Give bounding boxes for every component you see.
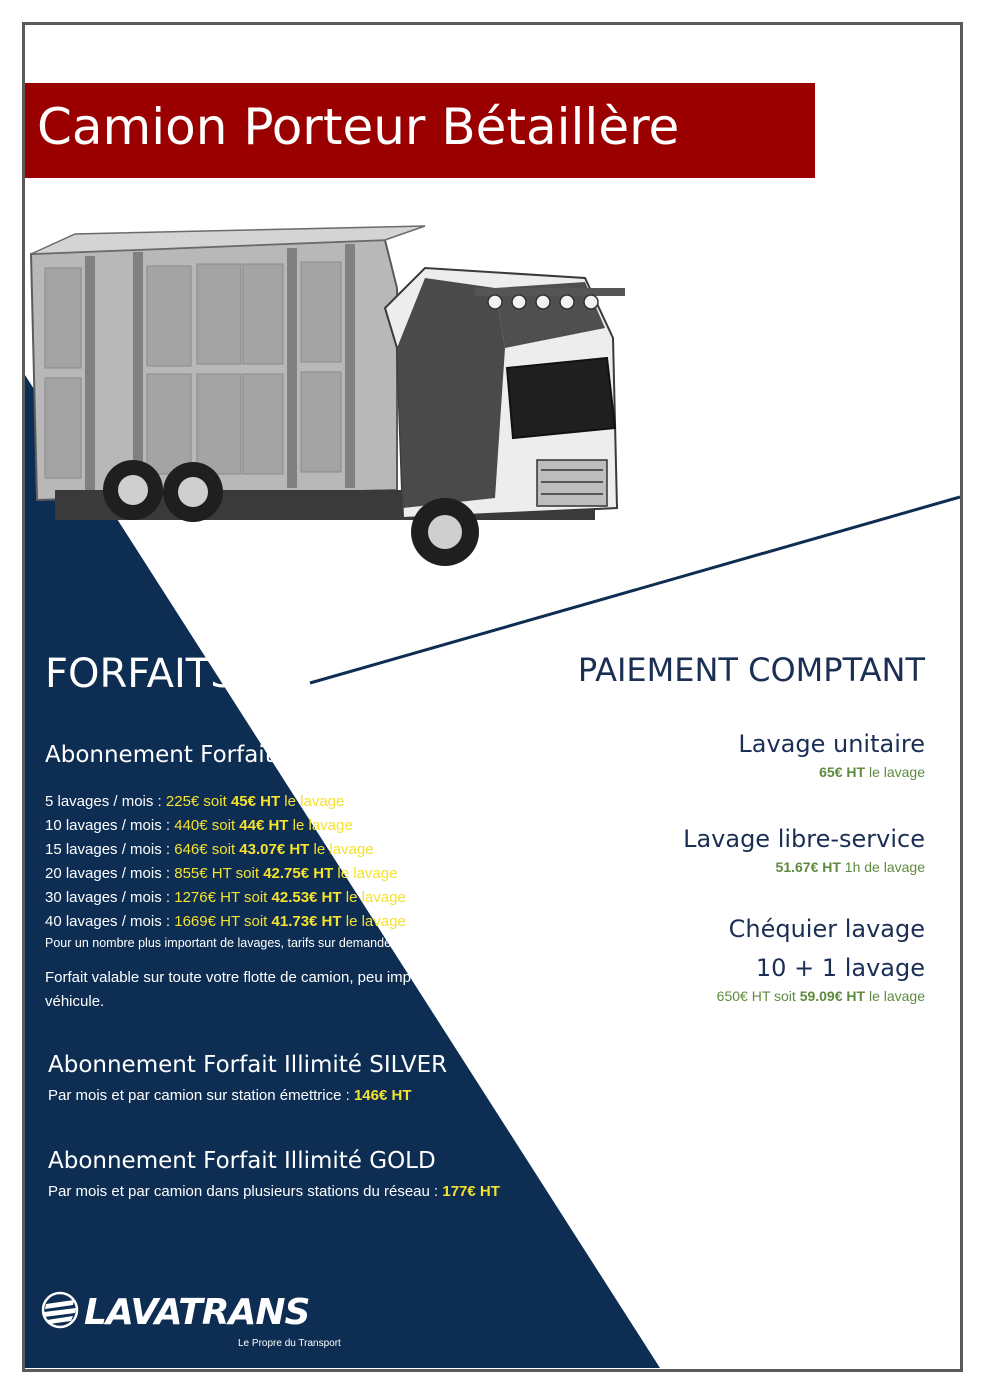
brand-tagline: Le Propre du Transport xyxy=(238,1338,341,1349)
page-title: Camion Porteur Bétaillère xyxy=(37,98,680,156)
pack-title: Abonnement Forfait Pack xyxy=(45,742,334,768)
pack-price-list xyxy=(45,790,406,934)
gold-title: Abonnement Forfait Illimité GOLD xyxy=(48,1148,436,1174)
chequier-title-line2: 10 + 1 lavage xyxy=(755,954,925,982)
pack-note: Pour un nombre plus important de lavages, tarifs sur demande. xyxy=(45,936,395,950)
list-item: 20 lavages / mois : 855€ HT soit 42.75€ HT le lavage xyxy=(45,865,398,882)
lavage-libre-block xyxy=(683,822,925,878)
pack-paragraph: Forfait valable sur toute votre flotte de camion, peu importe le type de véhicule. xyxy=(45,969,507,1010)
list-item: 15 lavages / mois : 646€ soit 43.07€ HT le lavage xyxy=(45,841,374,858)
title-banner xyxy=(25,83,815,178)
gold-price: 177€ HT xyxy=(442,1183,500,1200)
silver-line: Par mois et par camion sur station émettrice : 146€ HT xyxy=(48,1087,412,1104)
list-item: 40 lavages / mois : 1669€ HT soit 41.73€ HT le lavage xyxy=(45,913,406,930)
chequier-block xyxy=(717,912,925,1007)
silver-title: Abonnement Forfait Illimité SILVER xyxy=(48,1052,448,1078)
livestock-truck-icon xyxy=(25,198,645,598)
brand-name: LAVATRANS xyxy=(84,1292,310,1333)
lavage-unitaire-price: 65€ HT le lavage xyxy=(819,764,925,780)
gold-line: Par mois et par camion dans plusieurs stations du réseau : 177€ HT xyxy=(48,1183,500,1200)
paiement-heading: PAIEMENT COMPTANT xyxy=(577,651,925,689)
chequier-title-line1: Chéquier lavage xyxy=(728,915,925,943)
list-item: 30 lavages / mois : 1276€ HT soit 42.53€ HT le lavage xyxy=(45,889,406,906)
list-item: 5 lavages / mois : 225€ soit 45€ HT le lavage xyxy=(45,793,345,810)
lavatrans-emblem-icon xyxy=(40,1290,80,1330)
lavage-libre-title: Lavage libre-service xyxy=(683,825,925,853)
lavage-unitaire-title: Lavage unitaire xyxy=(738,730,925,758)
lavage-unitaire-block xyxy=(738,727,925,783)
lavage-libre-price: 51.67€ HT 1h de lavage xyxy=(775,859,925,875)
lavatrans-logo xyxy=(40,1290,341,1349)
forfaits-heading: FORFAITS xyxy=(45,651,236,697)
list-item: 10 lavages / mois : 440€ soit 44€ HT le lavage xyxy=(45,817,353,834)
chequier-price: 650€ HT soit 59.09€ HT le lavage xyxy=(716,988,925,1004)
silver-price: 146€ HT xyxy=(353,1087,412,1104)
